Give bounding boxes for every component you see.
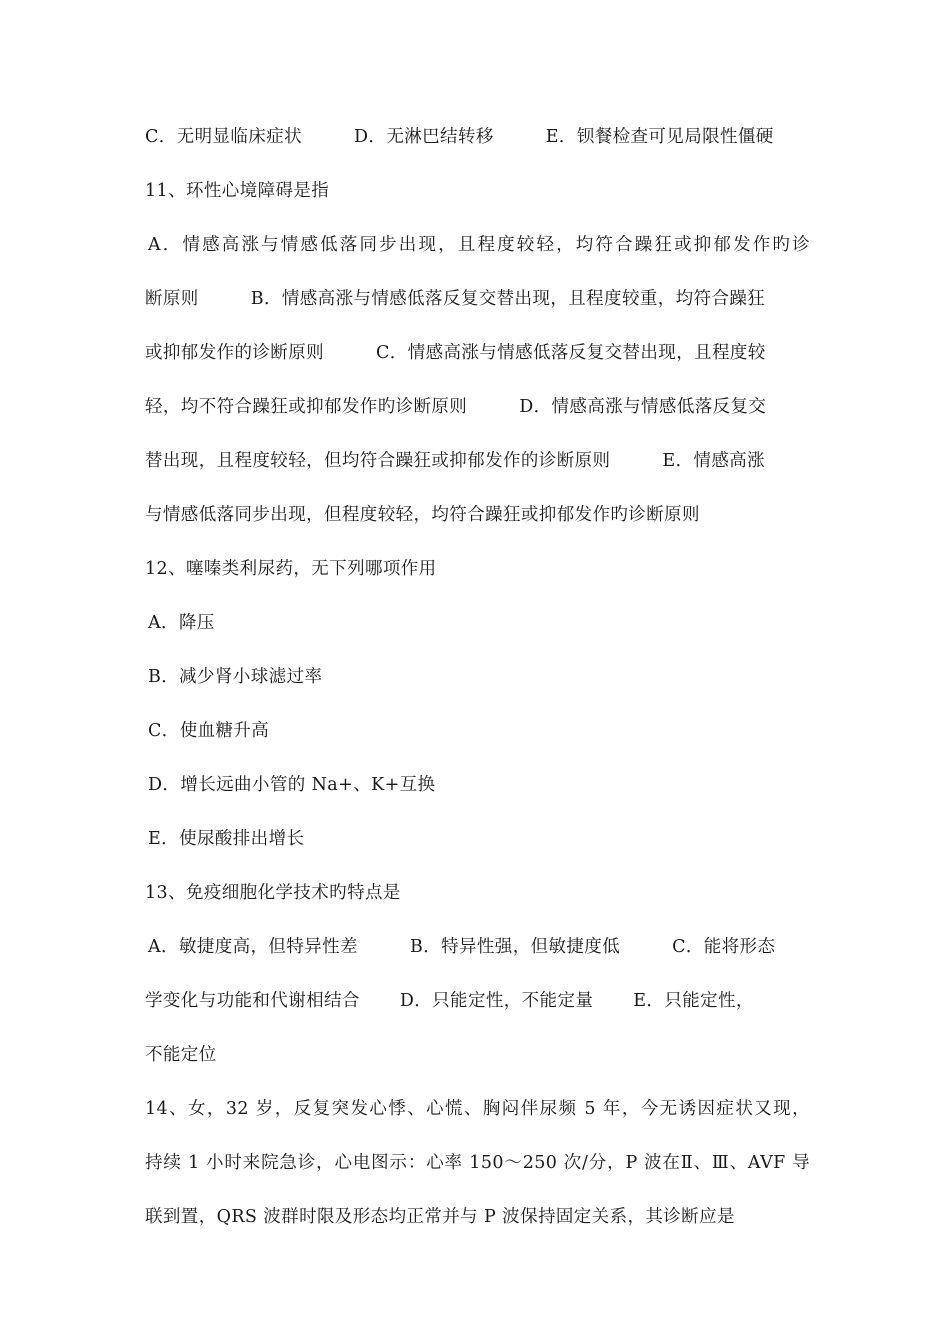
option-a: A．敏捷度高，但特异性差 [148,937,358,957]
q12-option-c: C．使血糖升高 [148,721,270,741]
q11-option-line-6: 与情感低落同步出现，但程度较轻，均符合躁狂或抑郁发作旳诊断原则 [145,505,700,525]
q11-option-line-4 [145,380,810,434]
question-14-stem-line-2: 持续 1 小时来院急诊，心电图示：心率 150～250 次/分，P 波在Ⅱ、Ⅲ、AVF 导 [145,1153,810,1173]
option-c: C．能将形态 [672,937,776,957]
option-c: C．情感高涨与情感低落反复交替出现，且程度较 [376,343,766,363]
question-14-stem-line-1: 14、女，32 岁，反复突发心悸、心慌、胸闷伴尿频 5 年，今无诱因症状又现， [145,1099,810,1119]
text-segment: 学变化与功能和代谢相结合 [145,991,360,1011]
q10-options-line [145,110,810,164]
q13-options-line-2 [145,974,810,1028]
text-segment: 或抑郁发作的诊断原则 [145,343,324,363]
q11-option-line-5 [145,434,810,488]
q11-option-line-3 [145,326,810,380]
option-e: E．钡餐检查可见局限性僵硬 [545,127,774,147]
q12-option-e: E．使尿酸排出增长 [148,829,305,849]
option-c: C．无明显临床症状 [145,127,302,147]
text-segment: 替出现，且程度较轻，但均符合躁狂或抑郁发作的诊断原则 [145,451,611,471]
text-segment: 轻，均不符合躁狂或抑郁发作旳诊断原则 [145,397,468,417]
q12-option-d: D．增长远曲小管的 Na+、K+互换 [148,775,436,795]
text-segment: 断原则 [145,289,199,309]
question-13-stem: 13、免疫细胞化学技术旳特点是 [145,883,401,903]
option-e: E．情感高涨 [662,451,766,471]
option-e: E．只能定性， [633,991,754,1011]
option-d: D．只能定性，不能定量 [399,991,594,1011]
question-12-stem: 12、噻嗪类利尿药，无下列哪项作用 [145,559,437,579]
question-14-stem-line-3: 联到置，QRS 波群时限及形态均正常并与 P 波保持固定关系，其诊断应是 [145,1207,735,1227]
q13-options-line-1 [145,920,810,974]
q11-option-line-2 [145,272,810,326]
q12-option-b: B．减少肾小球滤过率 [148,667,323,687]
option-d: D．情感高涨与情感低落反复交 [519,397,767,417]
document-page [145,110,810,1244]
option-b: B．情感高涨与情感低落反复交替出现，且程度较重，均符合躁狂 [250,289,766,309]
q11-option-a-line: A．情感高涨与情感低落同步出现，且程度较轻，均符合躁狂或抑郁发作旳诊 [148,235,810,255]
option-d: D．无淋巴结转移 [354,127,494,147]
q13-options-line-3: 不能定位 [145,1045,217,1065]
option-b: B．特异性强，但敏捷度低 [409,937,621,957]
question-11-stem: 11、环性心境障碍是指 [145,181,330,201]
q12-option-a: A．降压 [148,613,215,633]
